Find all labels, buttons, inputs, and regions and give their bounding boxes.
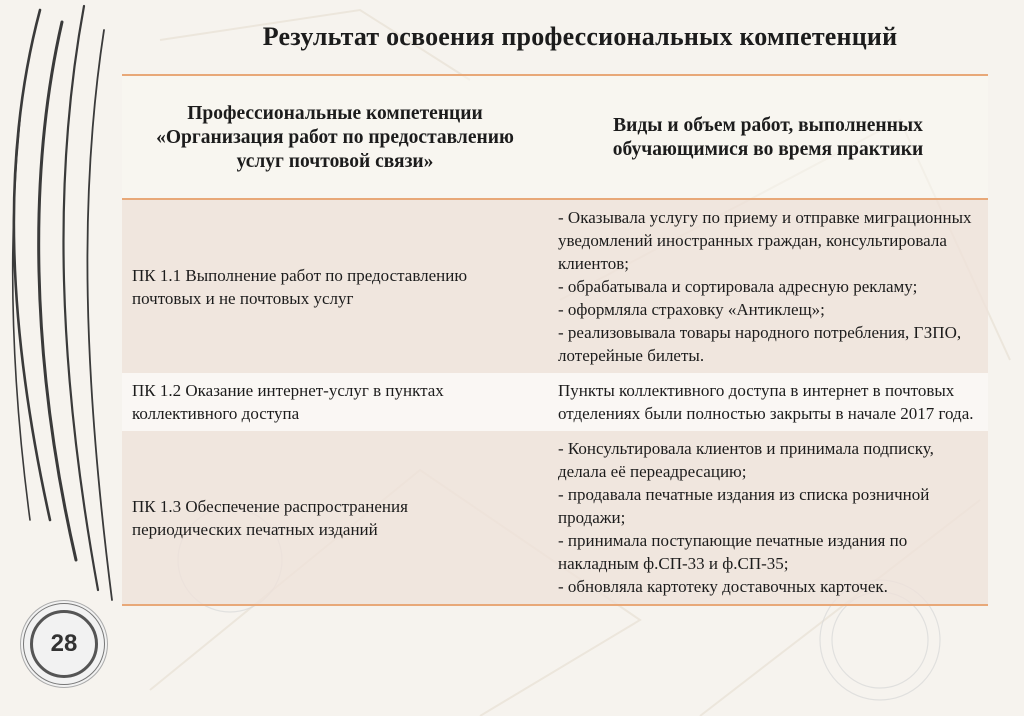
work-item: Пункты коллективного доступа в интернет в почтовых отделениях были полностью закрыты в начале 2017 года. [558, 381, 974, 423]
work-cell [548, 431, 988, 605]
work-item: - Консультировала клиентов и принимала подписку, делала её переадресацию; [558, 439, 934, 481]
work-cell [548, 199, 988, 373]
competence-cell: ПК 1.2 Оказание интернет-услуг в пунктах коллективного доступа [122, 373, 548, 431]
header-competencies: Профессиональные компетенции «Организация работ по предоставлению услуг почтовой связи» [122, 75, 548, 199]
work-item: - Оказывала услугу по приему и отправке миграционных уведомлений иностранных граждан, консультировала клиентов; [558, 208, 972, 273]
header-work: Виды и объем работ, выполненных обучающимися во время практики [548, 75, 988, 199]
work-item: - принимала поступающие печатные издания по накладным ф.СП-33 и ф.СП-35; [558, 531, 908, 573]
work-item: - оформляла страховку «Антиклещ»; [558, 300, 825, 319]
competence-cell: ПК 1.1 Выполнение работ по предоставлению почтовых и не почтовых услуг [122, 199, 548, 373]
decorative-swirl-lines [13, 6, 112, 600]
work-item: - продавала печатные издания из списка розничной продажи; [558, 485, 930, 527]
table-row [122, 373, 988, 431]
work-item: - обновляла картотеку доставочных карточек. [558, 577, 888, 596]
page-number: 28 [30, 610, 98, 678]
work-item: - обрабатывала и сортировала адресную рекламу; [558, 277, 918, 296]
competence-cell: ПК 1.3 Обеспечение распространения периодических печатных изданий [122, 431, 548, 605]
page-number-badge [20, 600, 108, 688]
competencies-table [122, 74, 988, 606]
table-row [122, 199, 988, 373]
work-item: - реализовывала товары народного потребления, ГЗПО, лотерейные билеты. [558, 323, 962, 365]
table-header-row [122, 75, 988, 199]
table-row [122, 431, 988, 605]
work-cell [548, 373, 988, 431]
page-title: Результат освоения профессиональных компетенций [262, 22, 898, 51]
